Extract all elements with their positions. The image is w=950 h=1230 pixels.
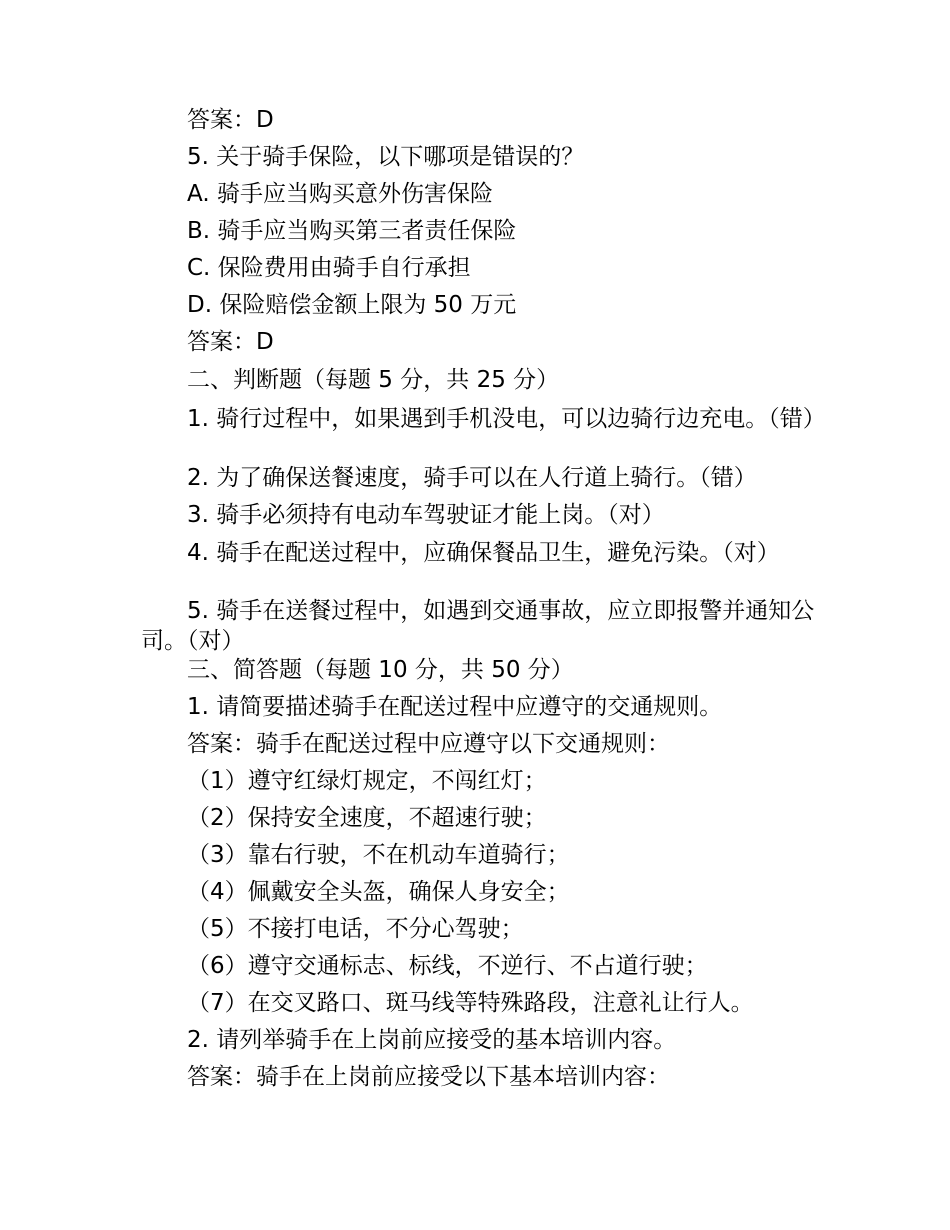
option-line: A. 骑手应当购买意外伤害保险: [187, 181, 493, 207]
question-line: 5. 关于骑手保险，以下哪项是错误的？: [187, 144, 585, 170]
option-line: C. 保险费用由骑手自行承担: [187, 255, 471, 281]
judgment-item: 5. 骑手在送餐过程中，如遇到交通事故，应立即报警并通知公司。（对）: [141, 598, 815, 654]
question-line: 2. 请列举骑手在上岗前应接受的基本培训内容。: [187, 1027, 677, 1053]
answer-line: 答案：D: [187, 329, 274, 355]
judgment-item: 4. 骑手在配送过程中，应确保餐品卫生，避免污染。（对）: [187, 540, 780, 566]
answer-line: 答案：D: [187, 107, 274, 133]
option-line: B. 骑手应当购买第三者责任保险: [187, 218, 517, 244]
section-heading: 二、判断题（每题 5 分，共 25 分）: [187, 367, 560, 393]
section-heading: 三、简答题（每题 10 分，共 50 分）: [187, 657, 574, 683]
list-item: （4）佩戴安全头盔，确保人身安全；: [187, 879, 570, 905]
judgment-item: 1. 骑行过程中，如果遇到手机没电，可以边骑行边充电。（错）: [187, 406, 826, 432]
list-item: （2）保持安全速度，不超速行驶；: [187, 805, 547, 831]
judgment-item: 3. 骑手必须持有电动车驾驶证才能上岗。（对）: [187, 502, 665, 528]
list-item: （1）遵守红绿灯规定，不闯红灯；: [187, 768, 547, 794]
answer-line: 答案：骑手在上岗前应接受以下基本培训内容：: [187, 1064, 670, 1090]
answer-line: 答案：骑手在配送过程中应遵守以下交通规则：: [187, 731, 670, 757]
list-item: （6）遵守交通标志、标线，不逆行、不占道行驶；: [187, 953, 708, 979]
list-item: （3）靠右行驶，不在机动车道骑行；: [187, 842, 570, 868]
list-item: （5）不接打电话，不分心驾驶；: [187, 916, 524, 942]
list-item: （7）在交叉路口、斑马线等特殊路段，注意礼让行人。: [187, 990, 754, 1016]
question-line: 1. 请简要描述骑手在配送过程中应遵守的交通规则。: [187, 694, 723, 720]
judgment-item: 2. 为了确保送餐速度，骑手可以在人行道上骑行。（错）: [187, 465, 757, 491]
option-line: D. 保险赔偿金额上限为 50 万元: [187, 292, 517, 318]
